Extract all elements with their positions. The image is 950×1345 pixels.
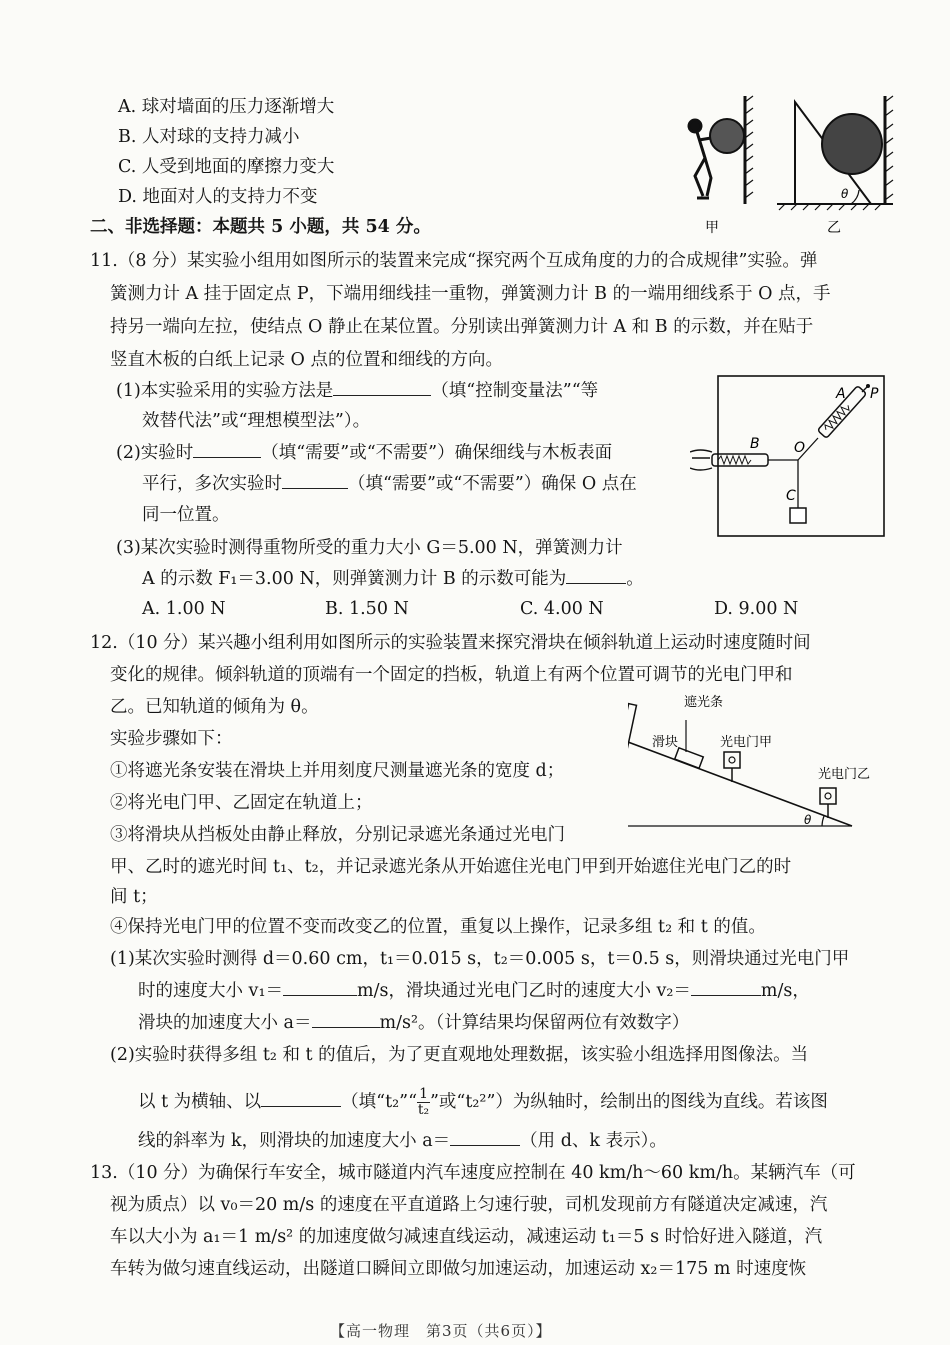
figure-q11	[690, 372, 890, 542]
q12-part2-line2	[138, 1082, 828, 1122]
ball-yi	[822, 114, 882, 174]
fig12-label-slider: 滑块	[652, 735, 679, 750]
q12-part1-line3	[138, 1012, 689, 1034]
fraction-numerator: 1	[419, 1086, 428, 1102]
fig11-label-a: A	[836, 386, 846, 402]
fig12-theta: θ	[804, 813, 812, 827]
weight-block	[790, 508, 806, 523]
q12-part2-text-f: （用 d、k 表示）。	[520, 1131, 667, 1151]
q12-line-2: 变化的规律。倾斜轨道的顶端有一个固定的挡板，轨道上有两个位置可调节的光电门甲和	[110, 665, 793, 685]
q11-option-c: C. 4.00 N	[520, 599, 604, 619]
fig10-label-jia: 甲	[705, 220, 719, 236]
q10-option-d: D. 地面对人的支持力不变	[118, 187, 318, 207]
q12-step-3-cont: 甲、乙时的遮光时间 t₁、t₂，并记录遮光条从开始遮住光电门甲到开始遮住光电门乙的时	[110, 857, 792, 877]
hand-icon	[690, 450, 712, 470]
fraction-denominator: t₂	[417, 1102, 430, 1118]
q12-step-4: ④保持光电门甲的位置不变而改变乙的位置，重复以上操作，记录多组 t₂ 和 t 的值。	[110, 917, 766, 937]
q11-line-4: 竖直木板的白纸上记录 O 点的位置和细线的方向。	[110, 350, 503, 370]
q12-part2-text-c: （填“t₂”“	[341, 1092, 418, 1112]
photogate-jia	[724, 752, 740, 782]
q12-part2-line1: (2)实验时获得多组 t₂ 和 t 的值后，为了更直观地处理数据，该实验小组选择用图像法。当	[110, 1045, 809, 1065]
q11-option-d: D. 9.00 N	[714, 599, 799, 619]
spring-scale-b	[712, 454, 768, 466]
photogate-yi	[820, 788, 836, 818]
q12-line-4: 实验步骤如下：	[110, 729, 233, 749]
q12-axis-blank[interactable]	[261, 1091, 341, 1107]
q11-part3-blank[interactable]	[566, 568, 626, 584]
q12-part2-text-e: 线的斜率为 k，则滑块的加速度大小 a＝	[138, 1131, 451, 1151]
q11-part1-text-b: （填“控制变量法”“等	[431, 381, 599, 401]
q12-step-1: ①将遮光条安装在滑块上并用刻度尺测量遮光条的宽度 d；	[110, 761, 565, 781]
q11-line-3: 持另一端向左拉，使结点 O 静止在某位置。分别读出弹簧测力计 A 和 B 的示数，并在贴于	[110, 317, 814, 337]
q11-part2-blank-2[interactable]	[282, 473, 348, 489]
q10-option-a: A. 球对墙面的压力逐渐增大	[118, 97, 335, 117]
baffle-plate	[628, 704, 636, 749]
q12-part1-text-f: m/s²。（计算结果均保留两位有效数字）	[379, 1013, 690, 1033]
ball-jia	[710, 119, 744, 153]
fig11-label-c: C	[786, 488, 796, 504]
q10-option-b: B. 人对球的支持力减小	[118, 127, 300, 147]
fig11-label-o: O	[794, 440, 806, 456]
fig12-label-gate2: 光电门乙	[818, 767, 871, 782]
q12-part1-text-c: m/s，滑块通过光电门乙时的速度大小 v₂＝	[356, 981, 691, 1001]
q11-part1-line2: 效替代法”或“理想模型法”）。	[142, 411, 371, 431]
q10-option-c: C. 人受到地面的摩擦力变大	[118, 157, 335, 177]
q11-part2-line3: 同一位置。	[142, 505, 230, 525]
q11-part1-text-a: (1)本实验采用的实验方法是	[116, 381, 334, 401]
q11-part2-blank-1[interactable]	[193, 442, 261, 458]
q12-part1-text-e: 滑块的加速度大小 a＝	[138, 1013, 312, 1033]
fig12-label-shade: 遮光条	[684, 695, 724, 710]
q12-accel-expr-blank[interactable]	[450, 1130, 520, 1146]
slider-block	[675, 748, 704, 768]
q13-line-2: 视为质点）以 v₀＝20 m/s 的速度在平直道路上匀速行驶，司机发现前方有隧道决定减速，汽	[110, 1195, 828, 1215]
q11-part2-line1	[116, 442, 612, 464]
q11-line-2: 簧测力计 A 挂于固定点 P，下端用细线挂一重物，弹簧测力计 B 的一端用细线系于 O 点，手	[110, 284, 831, 304]
q13-line-3: 车以大小为 a₁＝1 m/s² 的加速度做匀减速直线运动，减速运动 t₁＝5 s 时恰好进入隧道，汽	[110, 1227, 823, 1247]
fraction-one-over-t2	[417, 1087, 430, 1118]
q11-part2-text-a: (2)实验时	[116, 443, 194, 463]
q11-part2-text-c: 平行，多次实验时	[142, 474, 282, 494]
q11-line-1: 11.（8 分）某实验小组用如图所示的装置来完成“探究两个互成角度的力的合成规律”实验。弹	[90, 251, 818, 271]
q13-line-4: 车转为做匀速直线运动，出隧道口瞬间立即做匀加速运动，加速运动 x₂＝175 m 时速度恢	[110, 1259, 807, 1279]
q12-step-2: ②将光电门甲、乙固定在轨道上；	[110, 793, 373, 813]
q12-step-3-end: 间 t；	[110, 887, 158, 907]
q11-option-b: B. 1.50 N	[325, 599, 409, 619]
fig10-theta: θ	[841, 187, 849, 201]
q12-v1-blank[interactable]	[283, 980, 357, 996]
q12-v2-blank[interactable]	[691, 980, 761, 996]
q12-step-3: ③将滑块从挡板处由静止释放，分别记录遮光条通过光电门	[110, 825, 565, 845]
q11-part2-line2	[142, 473, 637, 495]
page-footer: 【高一物理 第3页（共6页）】	[330, 1322, 552, 1340]
figure-q10	[645, 92, 905, 244]
q11-part1-blank[interactable]	[333, 380, 431, 396]
q11-part1-line1	[116, 380, 598, 402]
q11-part2-text-b: （填“需要”或“不需要”）确保细线与木板表面	[261, 443, 613, 463]
q11-part3-line1: (3)某次实验时测得重物所受的重力大小 G＝5.00 N，弹簧测力计	[116, 538, 623, 558]
q12-part1-text-b: 时的速度大小 v₁＝	[138, 981, 283, 1001]
q12-accel-blank[interactable]	[312, 1012, 380, 1028]
q11-part3-text-c: 。	[626, 569, 644, 589]
q11-option-a: A. 1.00 N	[142, 599, 226, 619]
q11-part3-text-b: A 的示数 F₁＝3.00 N，则弹簧测力计 B 的示数可能为	[142, 569, 567, 589]
fig11-label-p: P	[870, 386, 879, 402]
q11-part3-line2	[142, 568, 644, 590]
section-2-heading: 二、非选择题：本题共 5 小题，共 54 分。	[90, 217, 431, 237]
fig11-label-b: B	[750, 436, 760, 452]
fig12-label-gate1: 光电门甲	[720, 735, 773, 750]
q13-line-1: 13.（10 分）为确保行车安全，城市隧道内汽车速度应控制在 40 km/h～60 km/h。某辆汽车（可	[90, 1163, 856, 1183]
figure-q12	[628, 690, 890, 835]
q12-part1-line2	[138, 980, 810, 1002]
q12-part2-text-d: ”或“t₂²”）为纵轴时，绘制出的图线为直线。若该图	[429, 1092, 828, 1112]
q12-part1-line1: (1)某次实验时测得 d＝0.60 cm，t₁＝0.015 s，t₂＝0.005 s，t＝0.5 s，则滑块通过光电门甲	[110, 949, 850, 969]
q12-line-1: 12.（10 分）某兴趣小组利用如图所示的实验装置来探究滑块在倾斜轨道上运动时速度随时间	[90, 633, 811, 653]
person-icon	[689, 120, 711, 198]
q12-part1-text-d: m/s，	[760, 981, 810, 1001]
q11-part2-text-d: （填“需要”或“不需要”）确保 O 点在	[348, 474, 637, 494]
q12-part2-line3	[138, 1130, 667, 1152]
q12-line-3: 乙。已知轨道的倾角为 θ。	[110, 697, 319, 717]
fig10-label-yi: 乙	[827, 220, 841, 236]
q12-part2-text-b: 以 t 为横轴、以	[138, 1092, 262, 1112]
